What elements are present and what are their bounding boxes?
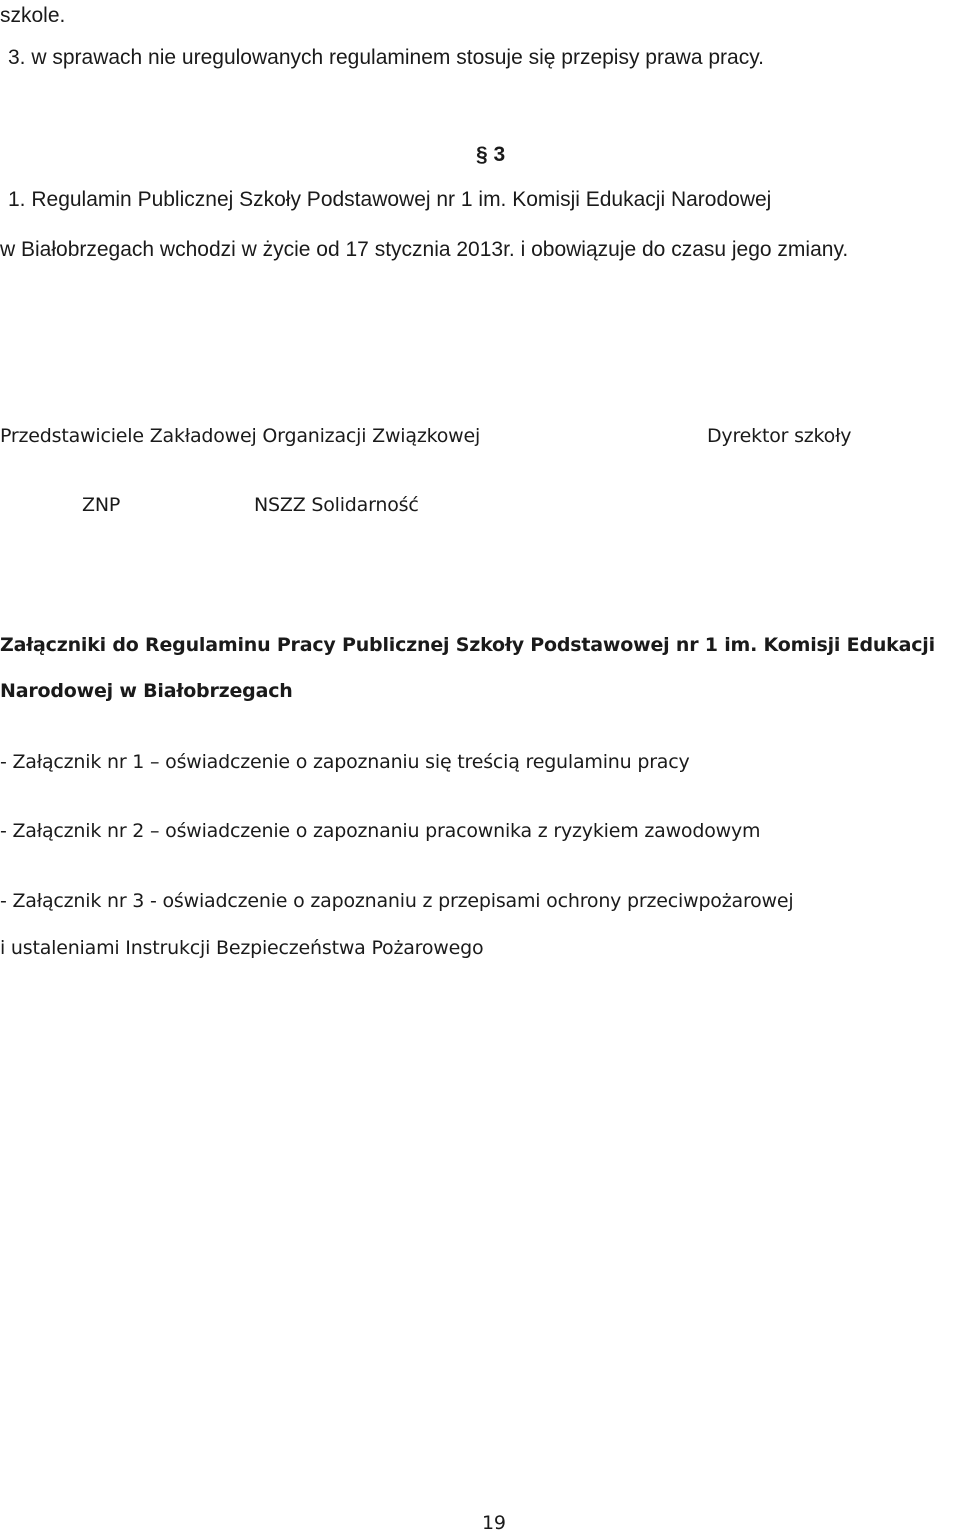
attachment-item-3-line2: i ustaleniami Instrukcji Bezpieczeństwa Pożarowego [0, 937, 484, 959]
section3-line2: w Białobrzegach wchodzi w życie od 17 stycznia 2013r. i obowiązuje do czasu jego zmiany. [0, 238, 849, 261]
unions-signature-label: Przedstawiciele Zakładowej Organizacji Związkowej [0, 425, 481, 447]
attachment-item-3-line1: - Załącznik nr 3 - oświadczenie o zapoznaniu z przepisami ochrony przeciwpożarowej [0, 890, 794, 912]
union-solidarnosc: NSZZ Solidarność [254, 494, 419, 516]
union-znp: ZNP [82, 494, 121, 516]
section3-line1: 1. Regulamin Publicznej Szkoły Podstawowej nr 1 im. Komisji Edukacji Narodowej [8, 188, 772, 211]
section3-heading: § 3 [476, 143, 506, 166]
director-signature-label: Dyrektor szkoły [707, 425, 852, 447]
attachment-item-1: - Załącznik nr 1 – oświadczenie o zapoznaniu się treścią regulaminu pracy [0, 751, 690, 773]
attachment-item-2: - Załącznik nr 2 – oświadczenie o zapoznaniu pracownika z ryzykiem zawodowym [0, 820, 761, 842]
top-fragment: szkole. [0, 4, 66, 27]
attachments-heading-line2: Narodowej w Białobrzegach [0, 680, 293, 702]
attachments-heading-line1: Załączniki do Regulaminu Pracy Publicznej Szkoły Podstawowej nr 1 im. Komisji Edukacji [0, 634, 935, 656]
page-number: 19 [482, 1512, 506, 1534]
section2-item3: 3. w sprawach nie uregulowanych regulaminem stosuje się przepisy prawa pracy. [8, 46, 764, 69]
